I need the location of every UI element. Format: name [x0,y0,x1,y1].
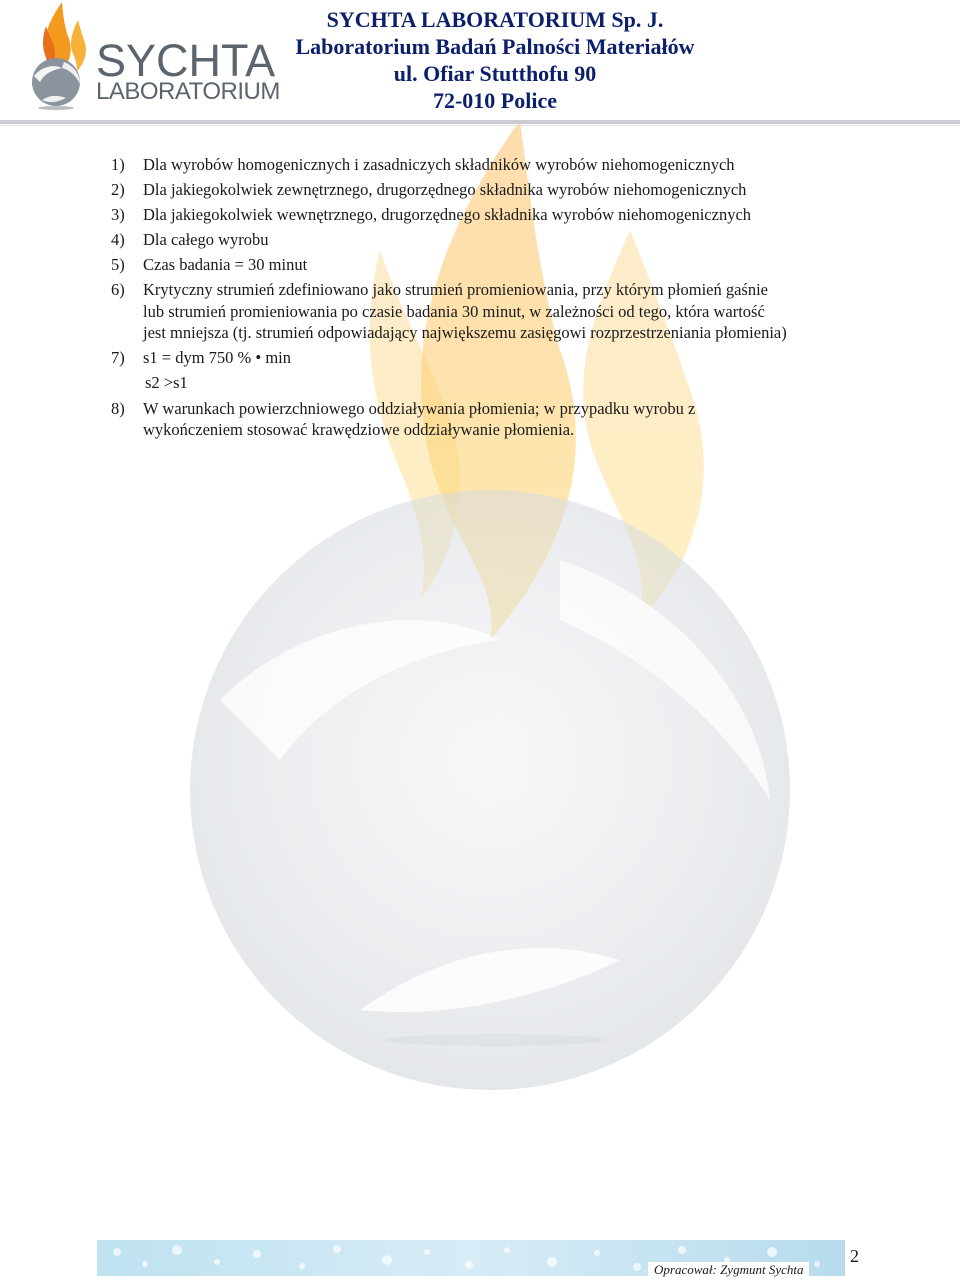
item-text: Dla całego wyrobu [143,230,269,249]
item-text: W warunkach powierzchniowego oddziaływania płomienia; w przypadku wyrobu z wykończeniem stosować krawędziowe oddziaływanie płomienia. [143,398,696,439]
item-number: 6) [111,280,125,299]
item-text: Krytyczny strumień zdefiniowano jako strumień promieniowania, przy którym płomień gaśnie lub strumień promieniowania po czasie badania 30 minut, w zależności od tego, która wartość jest mniejsza (tj. strumień odpowiadający największemu zasięgowi rozprzestrzeniania płomienia) [143,280,787,342]
street-address-line: ul. Ofiar Stutthofu 90 [393,61,597,86]
flame-sphere-icon [18,0,98,112]
page-number: 2 [850,1246,859,1266]
footer-author: Opracował: Zygmunt Sychta [648,1262,809,1278]
item-number: 1) [111,155,125,174]
list-item [111,204,791,226]
item-text: Dla wyrobów homogenicznych i zasadniczych składników wyrobów niehomogenicznych [143,155,735,174]
page-header [0,0,960,128]
list-item [111,279,791,344]
laboratory-name-line: Laboratorium Badań Palności Materiałów [295,34,695,59]
company-logo [18,0,280,112]
logo-subtitle: LABORATORIUM [96,78,280,105]
list-item [111,179,791,201]
item-number: 3) [111,205,125,224]
list-item [111,398,791,441]
item-number: 5) [111,255,125,274]
item-number: 7) [111,348,125,367]
company-name-line: SYCHTA LABORATORIUM Sp. J. [326,7,664,32]
item-text: s1 = dym 750 % • min [143,348,292,367]
item-number: 8) [111,398,125,418]
postal-code-line: 72-010 Police [432,88,558,113]
header-divider-thin [0,125,960,126]
list-item [111,154,791,176]
item-number: 2) [111,180,125,199]
list-item [111,229,791,251]
item-text: Dla jakiegokolwiek zewnętrznego, drugorzędnego składnika wyrobów niehomogenicznych [143,180,747,199]
list-item [111,254,791,276]
list-item-continuation: s2 >s1 [145,373,188,392]
footnotes-list [111,154,791,444]
laboratory-address-block [260,6,730,114]
item-number: 4) [111,230,125,249]
logo-wordmark: SYCHTA [96,35,276,86]
item-text: Czas badania = 30 minut [143,255,308,274]
header-divider [0,120,960,124]
item-text: Dla jakiegokolwiek wewnętrznego, drugorzędnego składnika wyrobów niehomogenicznych [143,205,752,224]
list-item [111,347,791,369]
